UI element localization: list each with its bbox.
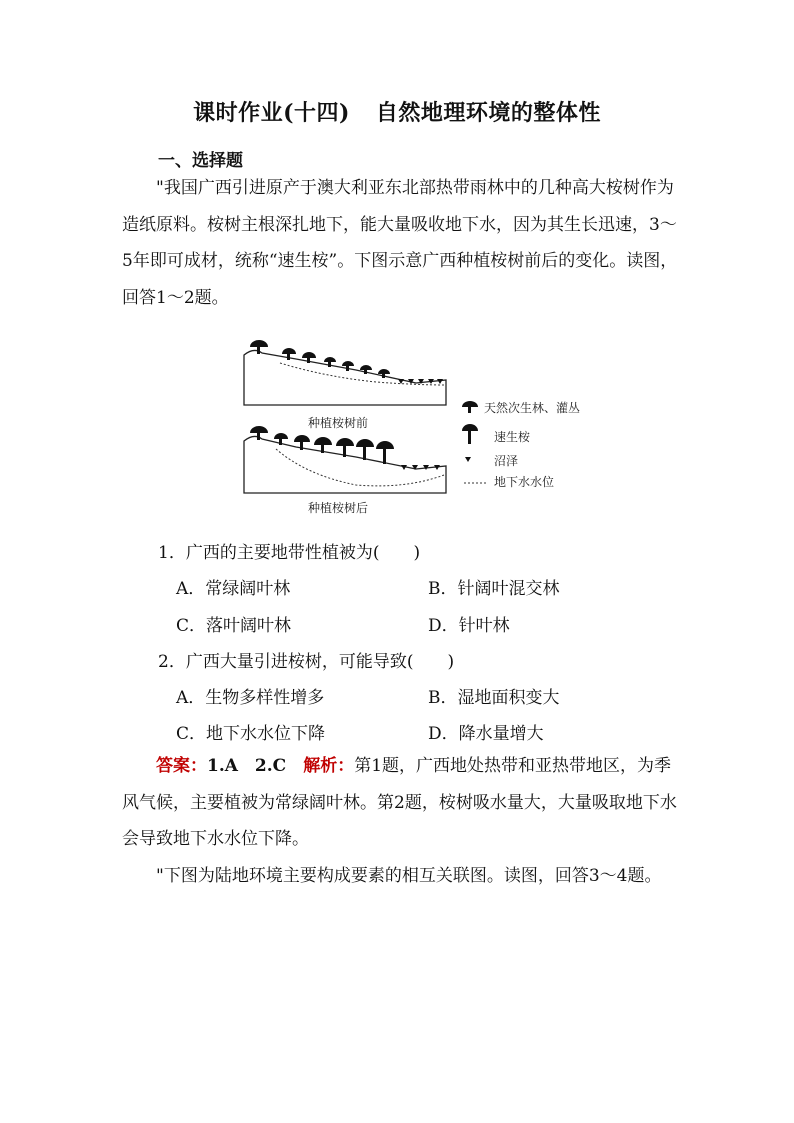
section-heading: 一、选择题	[158, 151, 243, 171]
label-after: 种植桉树后	[308, 501, 369, 515]
question-2-option-b[interactable]: B．湿地面积变大	[428, 688, 560, 708]
intro-paragraph	[122, 170, 678, 316]
page-title	[0, 96, 794, 127]
question-1-option-c[interactable]: C．落叶阔叶林	[176, 616, 292, 636]
profile-before	[244, 340, 446, 405]
next-paragraph	[122, 858, 678, 895]
question-2-option-c[interactable]: C．地下水水位下降	[176, 724, 326, 744]
next-paragraph-text: "下图为陆地环境主要构成要素的相互关联图。读图，回答3～4题。	[156, 866, 662, 886]
question-1-option-b[interactable]: B．针阔叶混交林	[428, 579, 560, 599]
question-1-stem: 1．广西的主要地带性植被为( )	[158, 543, 421, 563]
question-1-option-d[interactable]: D．针叶林	[428, 616, 510, 636]
question-2-option-d[interactable]: D．降水量增大	[428, 724, 544, 744]
figure-eucalyptus-diagram	[236, 325, 608, 520]
intro-paragraph-text: "我国广西引进原产于澳大利亚东北部热带雨林中的几种高大桉树作为造纸原料。桉树主根深扎地下，能大量吸收地下水，因为其生长迅速，3～5年即可成材，统称“速生桉”。下图示意广西种植桉树前后的变化。读图，回答1～2题。	[122, 178, 678, 308]
legend-swamp-label: 沼泽	[494, 454, 519, 468]
legend-forest-label: 天然次生林、灌丛	[484, 401, 581, 415]
title-sub: 自然地理环境的整体性	[375, 100, 601, 126]
analysis-label: 解析：	[303, 756, 355, 776]
legend-eucalyptus-icon	[462, 424, 478, 444]
answer-values: 1.A 2.C	[207, 756, 287, 776]
title-main: 课时作业(十四)	[193, 100, 350, 126]
answer-label: 答案：	[156, 756, 207, 776]
question-1-option-a[interactable]: A．常绿阔叶林	[176, 579, 291, 599]
label-before: 种植桉树前	[308, 416, 369, 430]
legend-eucalyptus-label: 速生桉	[494, 430, 531, 444]
legend-swamp-icon	[465, 457, 471, 462]
profile-after	[244, 426, 446, 493]
analysis-text: 第1题，广西地处热带和亚热带地区，为季风气候，主要植被为常绿阔叶林。第2题，桉树吸水量大，大量吸取地下水会导致地下水水位下降。	[122, 756, 677, 849]
legend-groundwater-label: 地下水水位	[494, 475, 555, 489]
question-2-stem: 2．广西大量引进桉树，可能导致( )	[158, 652, 455, 672]
legend	[462, 400, 580, 489]
question-2-option-a[interactable]: A．生物多样性增多	[176, 688, 325, 708]
answer-block	[122, 748, 678, 858]
legend-forest-icon	[462, 401, 478, 413]
